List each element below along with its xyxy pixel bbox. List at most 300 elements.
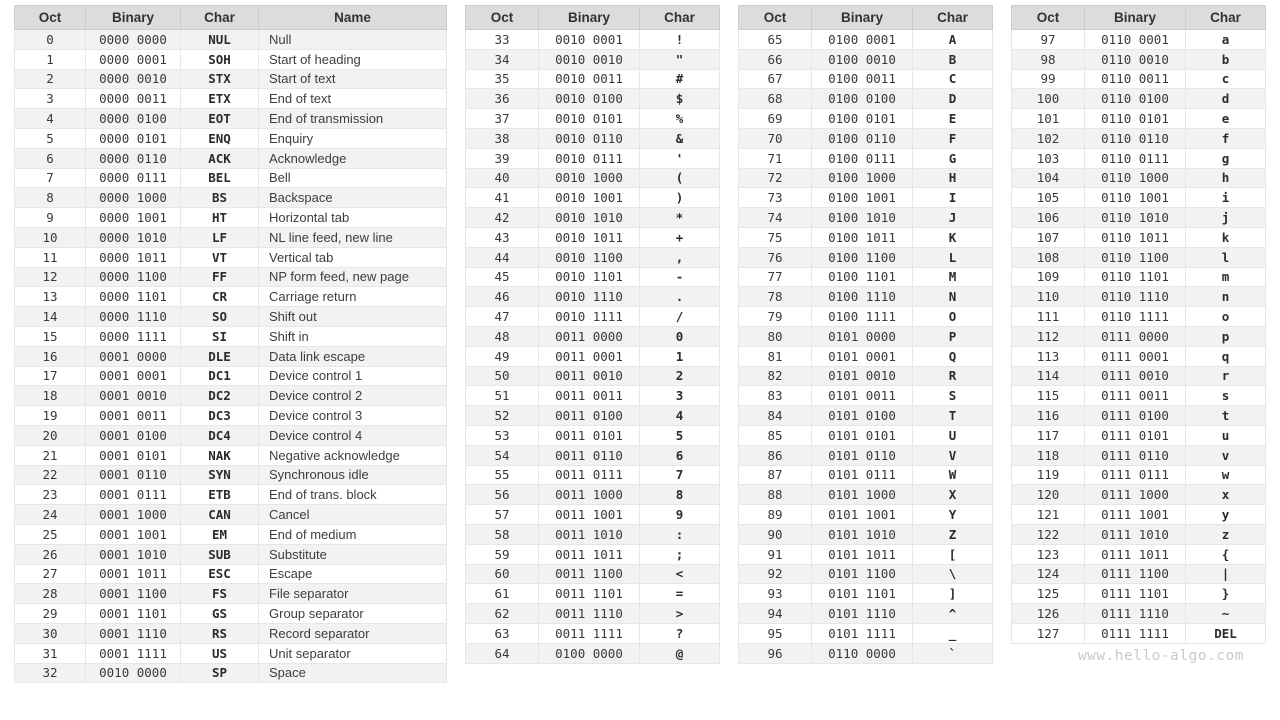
oct-cell: 83 xyxy=(739,386,812,406)
oct-cell: 92 xyxy=(739,564,812,584)
binary-cell: 0111 1101 xyxy=(1085,584,1186,604)
char-cell: ACK xyxy=(181,148,259,168)
binary-cell: 0010 1110 xyxy=(539,287,640,307)
oct-cell: 52 xyxy=(466,406,539,426)
char-cell: O xyxy=(913,307,993,327)
oct-cell: 9 xyxy=(15,208,86,228)
binary-cell: 0101 0111 xyxy=(812,465,913,485)
char-cell: i xyxy=(1186,188,1266,208)
table-row xyxy=(15,109,447,129)
char-cell: - xyxy=(640,267,720,287)
char-cell: z xyxy=(1186,524,1266,544)
oct-cell: 121 xyxy=(1012,505,1085,525)
oct-cell: 56 xyxy=(466,485,539,505)
column-header-char: Char xyxy=(913,6,993,30)
oct-cell: 116 xyxy=(1012,406,1085,426)
oct-cell: 45 xyxy=(466,267,539,287)
table-row xyxy=(15,604,447,624)
table-row xyxy=(15,49,447,69)
table-row xyxy=(739,148,993,168)
binary-cell: 0100 1100 xyxy=(812,247,913,267)
binary-cell: 0100 0000 xyxy=(539,643,640,663)
char-cell: / xyxy=(640,307,720,327)
name-cell: Device control 4 xyxy=(259,425,447,445)
char-cell: n xyxy=(1186,287,1266,307)
char-cell: w xyxy=(1186,465,1266,485)
table-row xyxy=(1012,267,1266,287)
name-cell: Backspace xyxy=(259,188,447,208)
binary-cell: 0000 0111 xyxy=(86,168,181,188)
char-cell: v xyxy=(1186,445,1266,465)
table-row xyxy=(15,128,447,148)
binary-cell: 0011 1101 xyxy=(539,584,640,604)
column-header-binary: Binary xyxy=(86,6,181,30)
oct-cell: 65 xyxy=(739,30,812,50)
binary-cell: 0110 0111 xyxy=(1085,148,1186,168)
oct-cell: 54 xyxy=(466,445,539,465)
oct-cell: 14 xyxy=(15,307,86,327)
table-row xyxy=(466,30,720,50)
table-row xyxy=(1012,69,1266,89)
table-row xyxy=(1012,208,1266,228)
column-header-name: Name xyxy=(259,6,447,30)
oct-cell: 79 xyxy=(739,307,812,327)
oct-cell: 74 xyxy=(739,208,812,228)
char-cell: ; xyxy=(640,544,720,564)
table-row xyxy=(15,623,447,643)
binary-cell: 0110 0011 xyxy=(1085,69,1186,89)
binary-cell: 0010 1000 xyxy=(539,168,640,188)
oct-cell: 104 xyxy=(1012,168,1085,188)
char-cell: ] xyxy=(913,584,993,604)
name-cell: Substitute xyxy=(259,544,447,564)
char-cell: # xyxy=(640,69,720,89)
char-cell: d xyxy=(1186,89,1266,109)
char-cell: { xyxy=(1186,544,1266,564)
char-cell: CR xyxy=(181,287,259,307)
ascii-table xyxy=(465,5,720,664)
column-header-char: Char xyxy=(1186,6,1266,30)
char-cell: V xyxy=(913,445,993,465)
name-cell: Unit separator xyxy=(259,643,447,663)
binary-cell: 0010 0110 xyxy=(539,128,640,148)
oct-cell: 20 xyxy=(15,425,86,445)
table-row xyxy=(739,445,993,465)
char-cell: ) xyxy=(640,188,720,208)
table-row xyxy=(739,30,993,50)
char-cell: BS xyxy=(181,188,259,208)
oct-cell: 106 xyxy=(1012,208,1085,228)
char-cell: 5 xyxy=(640,425,720,445)
binary-cell: 0101 1001 xyxy=(812,505,913,525)
name-cell: Escape xyxy=(259,564,447,584)
table-row xyxy=(466,247,720,267)
binary-cell: 0110 0101 xyxy=(1085,109,1186,129)
binary-cell: 0100 0010 xyxy=(812,49,913,69)
char-cell: s xyxy=(1186,386,1266,406)
char-cell: h xyxy=(1186,168,1266,188)
table-row xyxy=(466,465,720,485)
table-row xyxy=(1012,524,1266,544)
binary-cell: 0000 1001 xyxy=(86,208,181,228)
table-row xyxy=(466,326,720,346)
table-row xyxy=(466,584,720,604)
oct-cell: 0 xyxy=(15,30,86,50)
binary-cell: 0101 1100 xyxy=(812,564,913,584)
ascii-table-symbols-digits xyxy=(465,5,720,664)
oct-cell: 49 xyxy=(466,346,539,366)
table-row xyxy=(739,485,993,505)
oct-cell: 29 xyxy=(15,604,86,624)
table-row xyxy=(466,445,720,465)
oct-cell: 5 xyxy=(15,128,86,148)
header-row xyxy=(1012,6,1266,30)
binary-cell: 0000 1100 xyxy=(86,267,181,287)
binary-cell: 0001 1000 xyxy=(86,505,181,525)
table-row xyxy=(466,148,720,168)
oct-cell: 26 xyxy=(15,544,86,564)
table-row xyxy=(1012,89,1266,109)
binary-cell: 0101 1000 xyxy=(812,485,913,505)
char-cell: R xyxy=(913,366,993,386)
char-cell: x xyxy=(1186,485,1266,505)
char-cell: o xyxy=(1186,307,1266,327)
binary-cell: 0111 1000 xyxy=(1085,485,1186,505)
oct-cell: 32 xyxy=(15,663,86,683)
oct-cell: 88 xyxy=(739,485,812,505)
binary-cell: 0011 1110 xyxy=(539,604,640,624)
char-cell: DC4 xyxy=(181,425,259,445)
oct-cell: 36 xyxy=(466,89,539,109)
binary-cell: 0101 0000 xyxy=(812,326,913,346)
oct-cell: 38 xyxy=(466,128,539,148)
binary-cell: 0011 0001 xyxy=(539,346,640,366)
table-row xyxy=(15,485,447,505)
binary-cell: 0101 1011 xyxy=(812,544,913,564)
char-cell: FF xyxy=(181,267,259,287)
char-cell: e xyxy=(1186,109,1266,129)
table-row xyxy=(1012,485,1266,505)
char-cell: T xyxy=(913,406,993,426)
binary-cell: 0001 0001 xyxy=(86,366,181,386)
table-row xyxy=(15,524,447,544)
binary-cell: 0111 0111 xyxy=(1085,465,1186,485)
char-cell: ` xyxy=(913,643,993,663)
table-row xyxy=(739,366,993,386)
binary-cell: 0001 0111 xyxy=(86,485,181,505)
table-row xyxy=(15,307,447,327)
char-cell: EOT xyxy=(181,109,259,129)
char-cell: 9 xyxy=(640,505,720,525)
oct-cell: 63 xyxy=(466,623,539,643)
name-cell: Record separator xyxy=(259,623,447,643)
name-cell: Shift out xyxy=(259,307,447,327)
table-row xyxy=(1012,326,1266,346)
oct-cell: 75 xyxy=(739,227,812,247)
oct-cell: 18 xyxy=(15,386,86,406)
char-cell: _ xyxy=(913,623,993,643)
binary-cell: 0000 0000 xyxy=(86,30,181,50)
char-cell: . xyxy=(640,287,720,307)
char-cell: m xyxy=(1186,267,1266,287)
name-cell: Horizontal tab xyxy=(259,208,447,228)
oct-cell: 113 xyxy=(1012,346,1085,366)
name-cell: Shift in xyxy=(259,326,447,346)
table-row xyxy=(466,386,720,406)
binary-cell: 0111 0101 xyxy=(1085,425,1186,445)
table-row xyxy=(15,465,447,485)
oct-cell: 12 xyxy=(15,267,86,287)
header-row xyxy=(739,6,993,30)
binary-cell: 0011 1001 xyxy=(539,505,640,525)
oct-cell: 21 xyxy=(15,445,86,465)
binary-cell: 0001 0100 xyxy=(86,425,181,445)
oct-cell: 61 xyxy=(466,584,539,604)
binary-cell: 0110 1111 xyxy=(1085,307,1186,327)
oct-cell: 64 xyxy=(466,643,539,663)
char-cell: B xyxy=(913,49,993,69)
oct-cell: 19 xyxy=(15,406,86,426)
table-row xyxy=(1012,544,1266,564)
binary-cell: 0010 1010 xyxy=(539,208,640,228)
table-row xyxy=(739,623,993,643)
char-cell: P xyxy=(913,326,993,346)
table-row xyxy=(739,69,993,89)
table-row xyxy=(466,544,720,564)
oct-cell: 33 xyxy=(466,30,539,50)
binary-cell: 0000 1011 xyxy=(86,247,181,267)
oct-cell: 118 xyxy=(1012,445,1085,465)
binary-cell: 0100 0001 xyxy=(812,30,913,50)
binary-cell: 0000 1110 xyxy=(86,307,181,327)
oct-cell: 51 xyxy=(466,386,539,406)
binary-cell: 0011 1100 xyxy=(539,564,640,584)
char-cell: f xyxy=(1186,128,1266,148)
binary-cell: 0101 1110 xyxy=(812,604,913,624)
char-cell: U xyxy=(913,425,993,445)
char-cell: F xyxy=(913,128,993,148)
char-cell: ^ xyxy=(913,604,993,624)
oct-cell: 86 xyxy=(739,445,812,465)
oct-cell: 77 xyxy=(739,267,812,287)
char-cell: W xyxy=(913,465,993,485)
table-row xyxy=(466,505,720,525)
name-cell: Group separator xyxy=(259,604,447,624)
table-row xyxy=(739,386,993,406)
char-cell: * xyxy=(640,208,720,228)
table-row xyxy=(15,188,447,208)
char-cell: C xyxy=(913,69,993,89)
binary-cell: 0111 0011 xyxy=(1085,386,1186,406)
char-cell: DC1 xyxy=(181,366,259,386)
binary-cell: 0100 1101 xyxy=(812,267,913,287)
binary-cell: 0011 0100 xyxy=(539,406,640,426)
oct-cell: 98 xyxy=(1012,49,1085,69)
table-row xyxy=(739,168,993,188)
name-cell: NP form feed, new page xyxy=(259,267,447,287)
oct-cell: 107 xyxy=(1012,227,1085,247)
ascii-table xyxy=(738,5,993,664)
char-cell: NAK xyxy=(181,445,259,465)
char-cell: ~ xyxy=(1186,604,1266,624)
char-cell: p xyxy=(1186,326,1266,346)
table-row xyxy=(15,69,447,89)
char-cell: & xyxy=(640,128,720,148)
column-header-oct: Oct xyxy=(739,6,812,30)
name-cell: Start of heading xyxy=(259,49,447,69)
oct-cell: 44 xyxy=(466,247,539,267)
oct-cell: 101 xyxy=(1012,109,1085,129)
char-cell: b xyxy=(1186,49,1266,69)
binary-cell: 0001 0101 xyxy=(86,445,181,465)
oct-cell: 112 xyxy=(1012,326,1085,346)
table-row xyxy=(739,643,993,663)
binary-cell: 0011 0000 xyxy=(539,326,640,346)
char-cell: 8 xyxy=(640,485,720,505)
table-row xyxy=(466,643,720,663)
oct-cell: 111 xyxy=(1012,307,1085,327)
table-row xyxy=(466,109,720,129)
binary-cell: 0011 1010 xyxy=(539,524,640,544)
char-cell: L xyxy=(913,247,993,267)
table-row xyxy=(466,128,720,148)
char-cell: SUB xyxy=(181,544,259,564)
column-header-binary: Binary xyxy=(539,6,640,30)
name-cell: Cancel xyxy=(259,505,447,525)
table-row xyxy=(1012,406,1266,426)
binary-cell: 0111 0010 xyxy=(1085,366,1186,386)
char-cell: SP xyxy=(181,663,259,683)
char-cell: DC2 xyxy=(181,386,259,406)
name-cell: Device control 1 xyxy=(259,366,447,386)
oct-cell: 59 xyxy=(466,544,539,564)
binary-cell: 0010 0111 xyxy=(539,148,640,168)
binary-cell: 0100 1000 xyxy=(812,168,913,188)
oct-cell: 122 xyxy=(1012,524,1085,544)
oct-cell: 22 xyxy=(15,465,86,485)
binary-cell: 0111 0001 xyxy=(1085,346,1186,366)
binary-cell: 0010 1011 xyxy=(539,227,640,247)
char-cell: H xyxy=(913,168,993,188)
oct-cell: 110 xyxy=(1012,287,1085,307)
table-row xyxy=(739,326,993,346)
table-row xyxy=(739,307,993,327)
oct-cell: 102 xyxy=(1012,128,1085,148)
table-row xyxy=(739,584,993,604)
binary-cell: 0100 0011 xyxy=(812,69,913,89)
table-row xyxy=(466,564,720,584)
oct-cell: 24 xyxy=(15,505,86,525)
oct-cell: 124 xyxy=(1012,564,1085,584)
binary-cell: 0101 0110 xyxy=(812,445,913,465)
char-cell: : xyxy=(640,524,720,544)
name-cell: Null xyxy=(259,30,447,50)
oct-cell: 3 xyxy=(15,89,86,109)
char-cell: Q xyxy=(913,346,993,366)
table-row xyxy=(15,89,447,109)
char-cell: DC3 xyxy=(181,406,259,426)
char-cell: DLE xyxy=(181,346,259,366)
char-cell: E xyxy=(913,109,993,129)
table-row xyxy=(739,425,993,445)
column-header-oct: Oct xyxy=(1012,6,1085,30)
binary-cell: 0111 0100 xyxy=(1085,406,1186,426)
oct-cell: 62 xyxy=(466,604,539,624)
oct-cell: 93 xyxy=(739,584,812,604)
table-row xyxy=(466,69,720,89)
char-cell: a xyxy=(1186,30,1266,50)
char-cell: q xyxy=(1186,346,1266,366)
oct-cell: 123 xyxy=(1012,544,1085,564)
oct-cell: 105 xyxy=(1012,188,1085,208)
name-cell: Data link escape xyxy=(259,346,447,366)
binary-cell: 0010 0010 xyxy=(539,49,640,69)
char-cell: < xyxy=(640,564,720,584)
table-row xyxy=(1012,247,1266,267)
table-row xyxy=(739,287,993,307)
binary-cell: 0011 0101 xyxy=(539,425,640,445)
char-cell: ! xyxy=(640,30,720,50)
char-cell: ? xyxy=(640,623,720,643)
table-row xyxy=(466,524,720,544)
char-cell: Y xyxy=(913,505,993,525)
oct-cell: 90 xyxy=(739,524,812,544)
oct-cell: 60 xyxy=(466,564,539,584)
table-row xyxy=(1012,465,1266,485)
oct-cell: 115 xyxy=(1012,386,1085,406)
char-cell: + xyxy=(640,227,720,247)
oct-cell: 43 xyxy=(466,227,539,247)
table-row xyxy=(1012,584,1266,604)
name-cell: Bell xyxy=(259,168,447,188)
char-cell: DEL xyxy=(1186,623,1266,643)
table-row xyxy=(1012,30,1266,50)
name-cell: End of transmission xyxy=(259,109,447,129)
oct-cell: 119 xyxy=(1012,465,1085,485)
oct-cell: 109 xyxy=(1012,267,1085,287)
table-row xyxy=(739,544,993,564)
char-cell: u xyxy=(1186,425,1266,445)
oct-cell: 95 xyxy=(739,623,812,643)
ascii-table-uppercase xyxy=(738,5,993,664)
table-row xyxy=(466,366,720,386)
table-row xyxy=(15,584,447,604)
char-cell: A xyxy=(913,30,993,50)
binary-cell: 0111 1110 xyxy=(1085,604,1186,624)
char-cell: > xyxy=(640,604,720,624)
binary-cell: 0000 0110 xyxy=(86,148,181,168)
binary-cell: 0111 0110 xyxy=(1085,445,1186,465)
oct-cell: 100 xyxy=(1012,89,1085,109)
binary-cell: 0111 1100 xyxy=(1085,564,1186,584)
table-row xyxy=(1012,445,1266,465)
binary-cell: 0111 1011 xyxy=(1085,544,1186,564)
ascii-table xyxy=(1011,5,1266,644)
binary-cell: 0110 1000 xyxy=(1085,168,1186,188)
binary-cell: 0110 0100 xyxy=(1085,89,1186,109)
table-row xyxy=(15,247,447,267)
char-cell: ( xyxy=(640,168,720,188)
binary-cell: 0010 1001 xyxy=(539,188,640,208)
oct-cell: 7 xyxy=(15,168,86,188)
binary-cell: 0110 1110 xyxy=(1085,287,1186,307)
binary-cell: 0100 0101 xyxy=(812,109,913,129)
table-row xyxy=(466,287,720,307)
binary-cell: 0110 1001 xyxy=(1085,188,1186,208)
oct-cell: 31 xyxy=(15,643,86,663)
char-cell: ' xyxy=(640,148,720,168)
name-cell: Device control 2 xyxy=(259,386,447,406)
